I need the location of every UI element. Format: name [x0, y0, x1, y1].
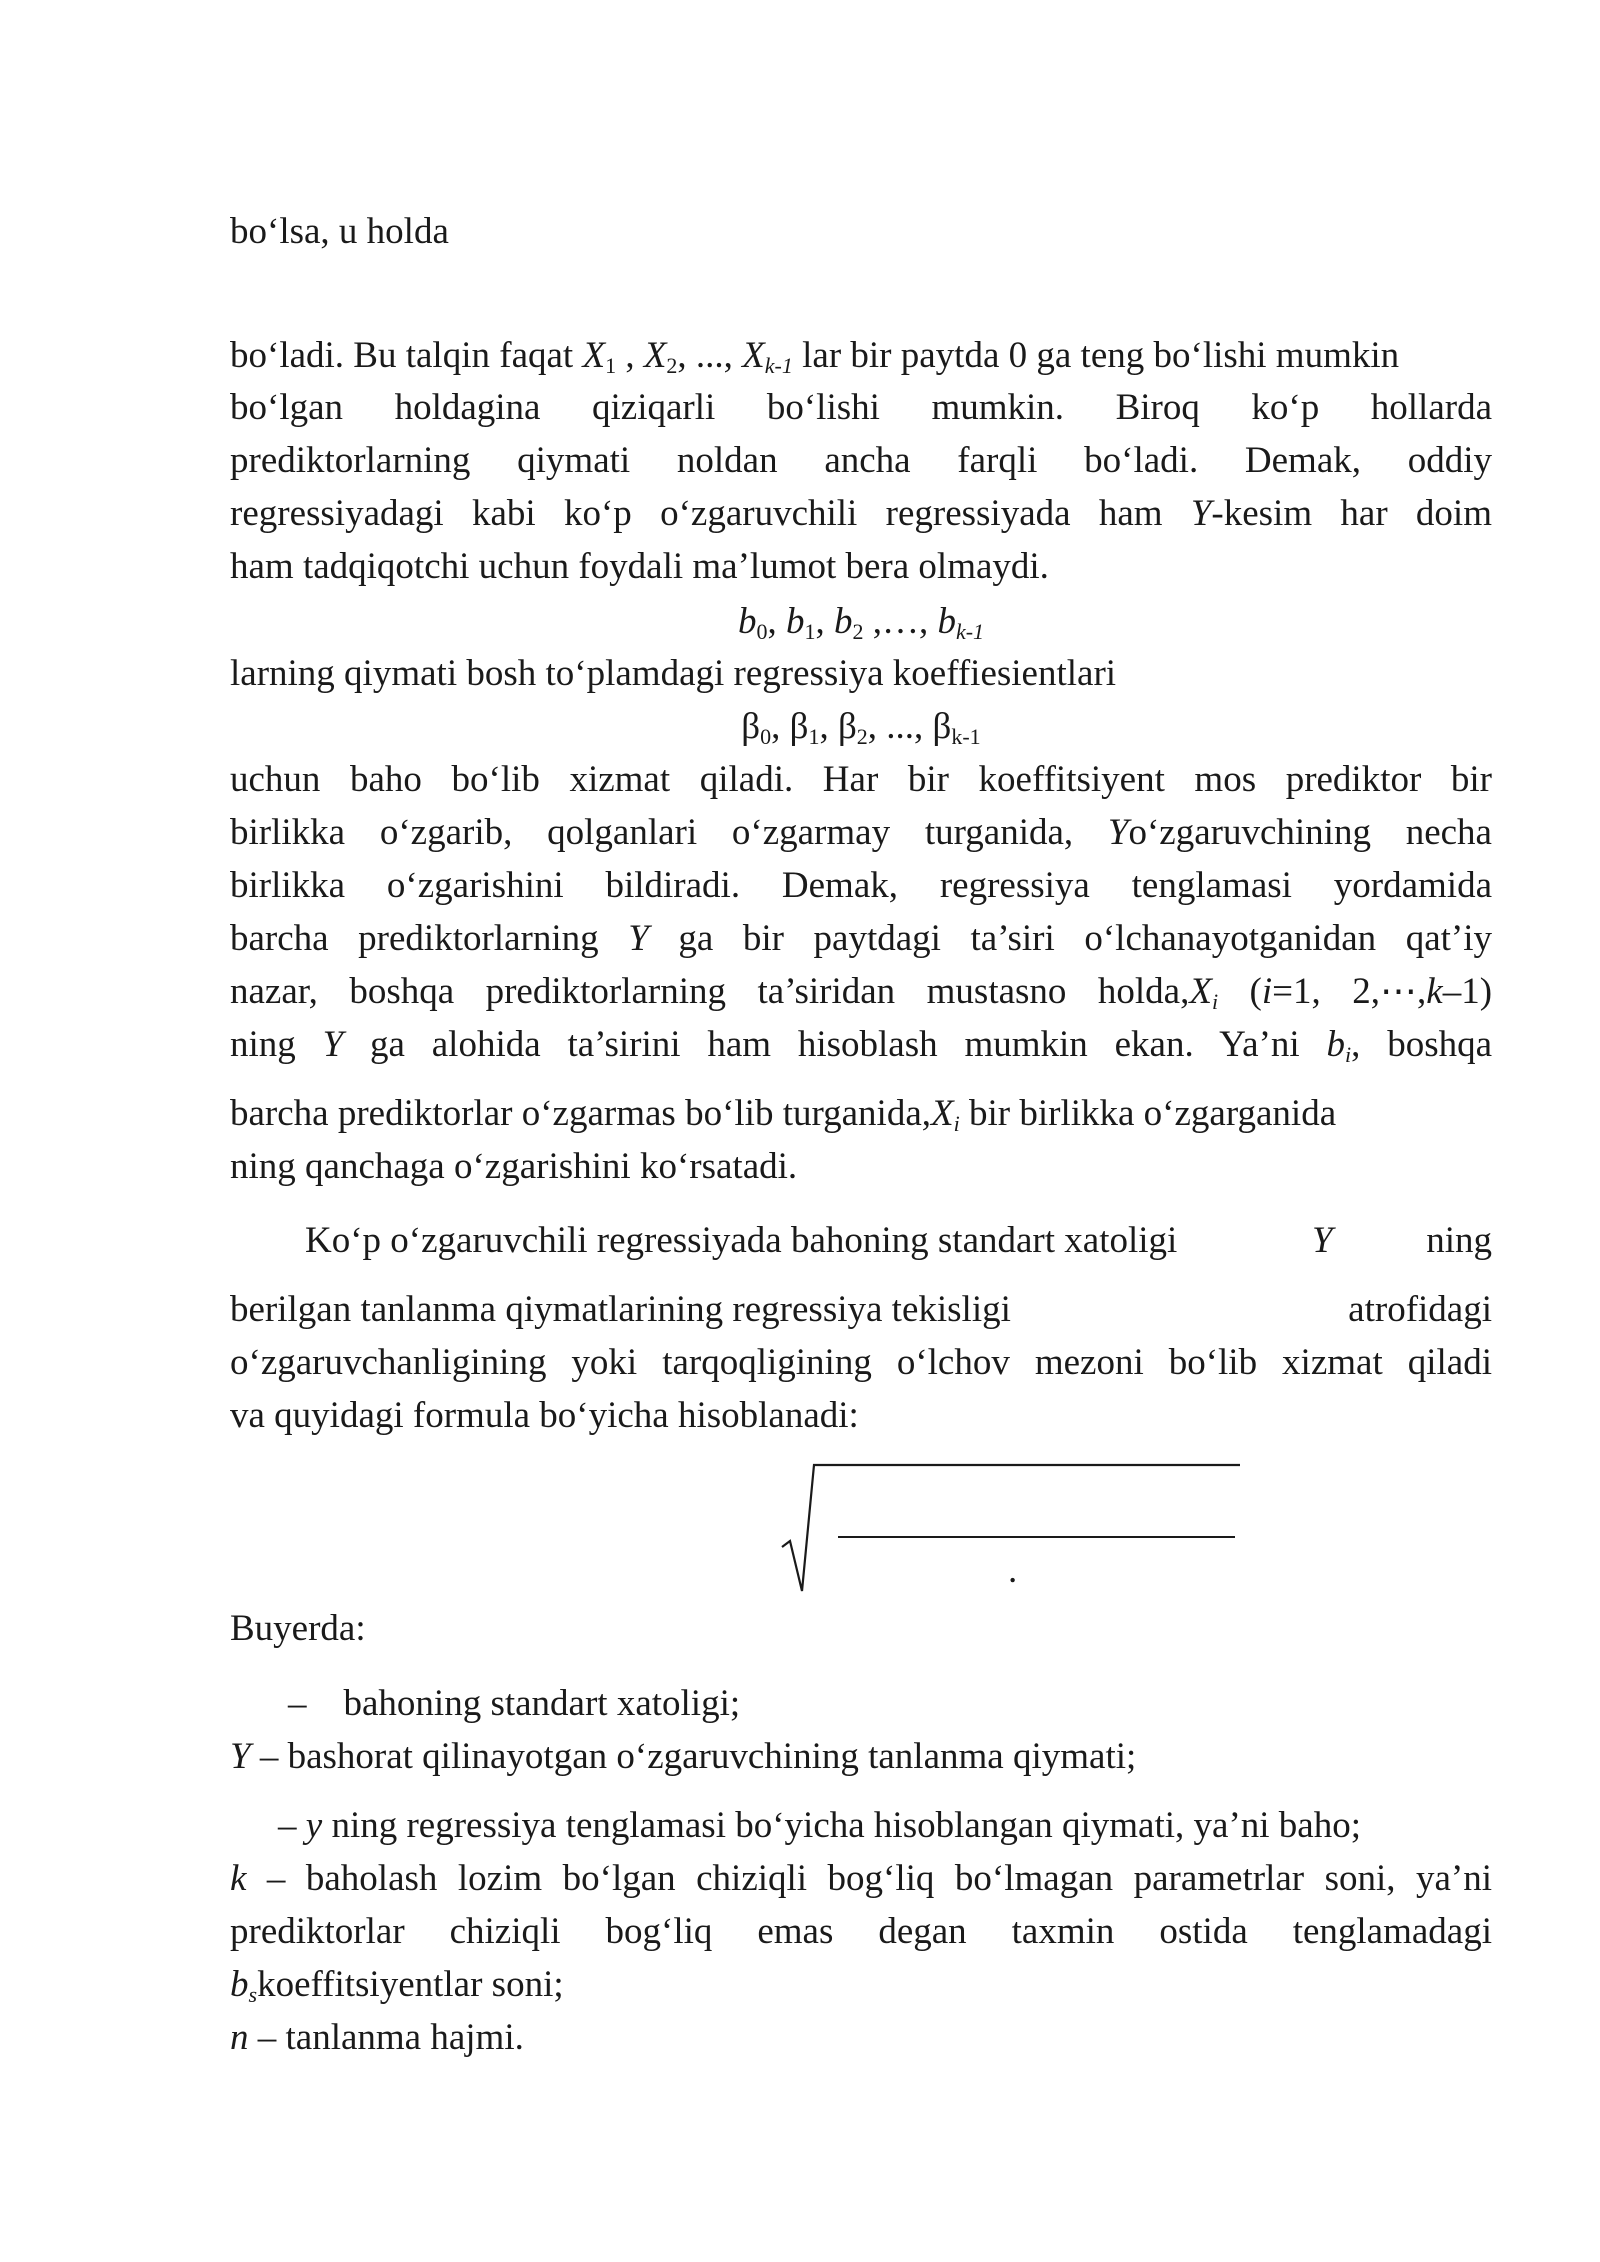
text-line: nazar, boshqa prediktorlarning ta’siridan mustasno $holda,X_i$ (i=1, 2,⋯,k–1)	[230, 971, 1493, 1014]
text-line: bo‘lgan holdagina qiziqarli bo‘lishi mumkin. Biroq ko‘p hollarda	[230, 387, 1492, 428]
text-line: prediktorlar chiziqli bog‘liq emas degan taxmin ostida tenglamadagi	[230, 1911, 1492, 1952]
text-line: prediktorlarning qiymati noldan ancha farqli bo‘ladi. Demak, oddiy	[230, 440, 1492, 481]
document-page	[230, 0, 1492, 2262]
text-line: berilgan tanlanma qiymatlarining regressiya tekisligi atrofidagi	[230, 1289, 1492, 1330]
text-line: barcha prediktorlar o‘zgarmas bo‘lib $turganida,X_i$ bir birlikka o‘zgarganida	[230, 1093, 1337, 1136]
text-line: ham tadqiqotchi uchun foydali ma’lumot bera olmaydi.	[230, 546, 1049, 587]
formula-line: $\beta_0$, $\beta_1$, $\beta_2$, ..., $\beta_{k-1}$	[741, 706, 981, 749]
text-line: $b_skoeffitsiyentlar$ soni;	[230, 1964, 564, 2007]
list-item: k – baholash lozim bo‘lgan chiziqli bog‘liq bo‘lmagan parametrlar soni, ya’ni	[230, 1858, 1492, 1899]
text-line: ning qanchaga o‘zgarishini ko‘rsatadi.	[230, 1146, 798, 1187]
text-line: va quyidagi formula bo‘yicha hisoblanadi:	[230, 1395, 859, 1436]
text-line: Buyerda:	[230, 1608, 366, 1649]
list-item: Y – bashorat qilinayotgan o‘zgaruvchining tanlanma qiymati;	[230, 1736, 1137, 1777]
list-item: – y ning regressiya tenglamasi bo‘yicha hisoblangan qiymati, ya’ni baho;	[278, 1805, 1362, 1846]
text-line: birlikka o‘zgarib, qolganlari o‘zgarmay turganida, Yo‘zgaruvchining necha	[230, 812, 1492, 853]
text-line: birlikka o‘zgarishini bildiradi. Demak, regressiya tenglamasi yordamida	[230, 865, 1492, 906]
formula-period: .	[1008, 1550, 1018, 1591]
text-line: uchun baho bo‘lib xizmat qiladi. Har bir koeffitsiyent mos prediktor bir	[230, 759, 1492, 800]
text-line: ning Y ga alohida ta’sirini ham hisoblash mumkin ekan. Ya’ni $b_i$, boshqa	[230, 1024, 1493, 1067]
text-line: regressiyadagi kabi ko‘p o‘zgaruvchili regressiyada ham Y-kesim har doim	[230, 493, 1492, 534]
text-line: bo‘ladi. Bu talqin faqat $X_1$ , $X_2$, ..., $X_{k-1}$ lar bir paytda 0 ga teng bo‘lishi mumkin	[230, 335, 1400, 378]
formula-line: $b_0$, $b_1$, $b_2$ ,…, $b_{k-1}$	[737, 601, 985, 644]
list-item: n – tanlanma hajmi.	[230, 2017, 524, 2058]
text-line: larning qiymati bosh to‘plamdagi regressiya koeffiesientlari	[230, 653, 1117, 694]
text-line: Ko‘p o‘zgaruvchili regressiyada bahoning standart xatoligi Y ning	[305, 1215, 1492, 1267]
text-line: o‘zgaruvchanligining yoki tarqoqligining o‘lchov mezoni bo‘lib xizmat qiladi	[230, 1342, 1492, 1383]
list-item: – bahoning standart xatoligi;	[288, 1683, 741, 1724]
text-line: barcha prediktorlarning Y ga bir paytdagi ta’siri o‘lchanayotganidan qat’iy	[230, 918, 1492, 959]
text-line: bo‘lsa, u holda	[230, 211, 449, 252]
y-variable: Y	[1312, 1220, 1333, 1261]
